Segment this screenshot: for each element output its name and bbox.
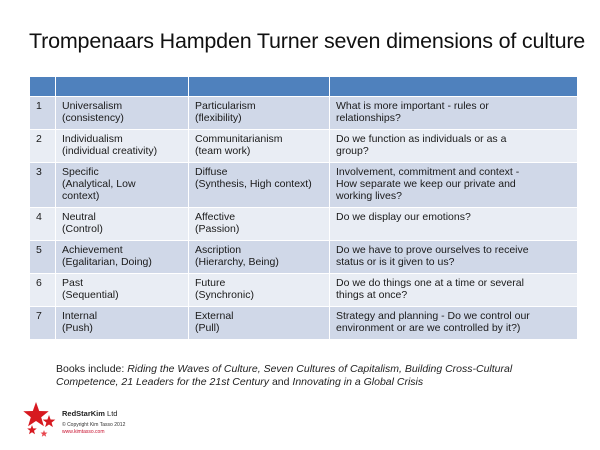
dimension-b-cell [189, 208, 330, 241]
dimension-a-line: Past [62, 277, 84, 289]
books-and: and [269, 376, 293, 388]
dimension-a-line: (individual creativity) [62, 145, 158, 157]
dimension-b-line: Particularism [195, 100, 256, 112]
question-line: status or is it given to us? [336, 256, 455, 268]
table-row [30, 241, 578, 274]
header-cell-question [330, 77, 578, 97]
row-number: 7 [30, 307, 56, 340]
dimension-b-cell [189, 274, 330, 307]
row-number: 6 [30, 274, 56, 307]
red-stars-logo-icon [20, 398, 60, 438]
question-cell [330, 307, 578, 340]
dimension-b-cell [189, 307, 330, 340]
dimension-a-line: Individualism [62, 133, 123, 145]
dimension-a-line: (Control) [62, 223, 103, 235]
question-cell [330, 208, 578, 241]
question-line: How separate we keep our private and [336, 178, 516, 190]
table-row [30, 274, 578, 307]
header-cell-dimension-a [56, 77, 189, 97]
dimension-b-cell [189, 241, 330, 274]
question-line: working lives? [336, 190, 402, 202]
question-line: Strategy and planning - Do we control our [336, 310, 530, 322]
row-number: 2 [30, 130, 56, 163]
dimension-a-line: Achievement [62, 244, 123, 256]
question-line: group? [336, 145, 369, 157]
brand-ltd: Ltd [104, 409, 118, 418]
dimension-a-cell [56, 130, 189, 163]
dimension-a-line: Neutral [62, 211, 96, 223]
dimension-b-line: (Hierarchy, Being) [195, 256, 279, 268]
slide-title: Trompenaars Hampden Turner seven dimensions of culture [29, 29, 586, 53]
dimension-a-cell [56, 307, 189, 340]
dimension-a-line: (consistency) [62, 112, 124, 124]
books-title-list: Riding the Waves of Culture, Seven Cultures of Capitalism, Building Cross-Cultural Competence, [56, 363, 513, 388]
dimension-b-line: (Synchronic) [195, 289, 254, 301]
books-prefix: Books include: [56, 363, 128, 375]
dimension-a-line: Internal [62, 310, 98, 322]
dimension-a-cell [56, 274, 189, 307]
dimension-b-cell [189, 130, 330, 163]
dimension-b-line: (Pull) [195, 322, 220, 334]
dimension-b-line: Affective [195, 211, 236, 223]
table-row [30, 97, 578, 130]
dimension-b-line: (team work) [195, 145, 251, 157]
dimension-a-line: (Egalitarian, Doing) [62, 256, 152, 268]
books-note [56, 363, 556, 389]
question-line: Do we function as individuals or as a [336, 133, 507, 145]
table-row [30, 130, 578, 163]
question-cell [330, 274, 578, 307]
dimension-a-line: context) [62, 190, 100, 202]
dimension-b-line: (Passion) [195, 223, 240, 235]
dimension-b-line: (flexibility) [195, 112, 242, 124]
website-link[interactable]: www.kimtasso.com [62, 429, 105, 435]
star-shape [43, 415, 56, 427]
row-number: 4 [30, 208, 56, 241]
dimensions-table [29, 76, 578, 340]
dimension-b-cell [189, 163, 330, 208]
dimension-a-line: Specific [62, 166, 99, 178]
dimension-a-line: Universalism [62, 100, 123, 112]
question-cell [330, 241, 578, 274]
books-title-21-leaders: 21 Leaders for the 21st Century [118, 376, 270, 388]
star-shape [27, 425, 37, 434]
dimension-b-cell [189, 97, 330, 130]
question-cell [330, 97, 578, 130]
question-line: Involvement, commitment and context - [336, 166, 520, 178]
brand-name [62, 409, 117, 418]
question-line: things at once? [336, 289, 408, 301]
books-title-innovating: Innovating in a Global Crisis [292, 376, 424, 388]
question-line: relationships? [336, 112, 401, 124]
header-cell-number [30, 77, 56, 97]
dimension-b-line: (Synthesis, High context) [195, 178, 312, 190]
row-number: 5 [30, 241, 56, 274]
question-cell [330, 130, 578, 163]
question-line: Do we display our emotions? [336, 211, 471, 223]
question-line: Do we do things one at a time or several [336, 277, 524, 289]
copyright-text: © Copyright Kim Tasso 2012 [62, 422, 126, 428]
table-row [30, 208, 578, 241]
brand-name-text: RedStarKim [62, 409, 105, 418]
row-number: 1 [30, 97, 56, 130]
table-header-row [30, 77, 578, 97]
dimension-b-line: Future [195, 277, 226, 289]
question-line: What is more important - rules or [336, 100, 489, 112]
dimension-b-line: Ascription [195, 244, 242, 256]
dimension-a-cell [56, 208, 189, 241]
star-shape [23, 402, 48, 426]
row-number: 3 [30, 163, 56, 208]
dimension-a-cell [56, 97, 189, 130]
table-row [30, 307, 578, 340]
dimension-a-cell [56, 241, 189, 274]
dimension-a-line: (Analytical, Low [62, 178, 136, 190]
dimension-b-line: Communitarianism [195, 133, 283, 145]
header-cell-dimension-b [189, 77, 330, 97]
question-cell [330, 163, 578, 208]
question-line: environment or are we controlled by it?) [336, 322, 521, 334]
dimension-b-line: External [195, 310, 234, 322]
dimension-b-line: Diffuse [195, 166, 228, 178]
dimension-a-line: (Push) [62, 322, 93, 334]
table-row [30, 163, 578, 208]
question-line: Do we have to prove ourselves to receive [336, 244, 529, 256]
dimension-a-line: (Sequential) [62, 289, 119, 301]
dimension-a-cell [56, 163, 189, 208]
star-shape [41, 430, 48, 437]
